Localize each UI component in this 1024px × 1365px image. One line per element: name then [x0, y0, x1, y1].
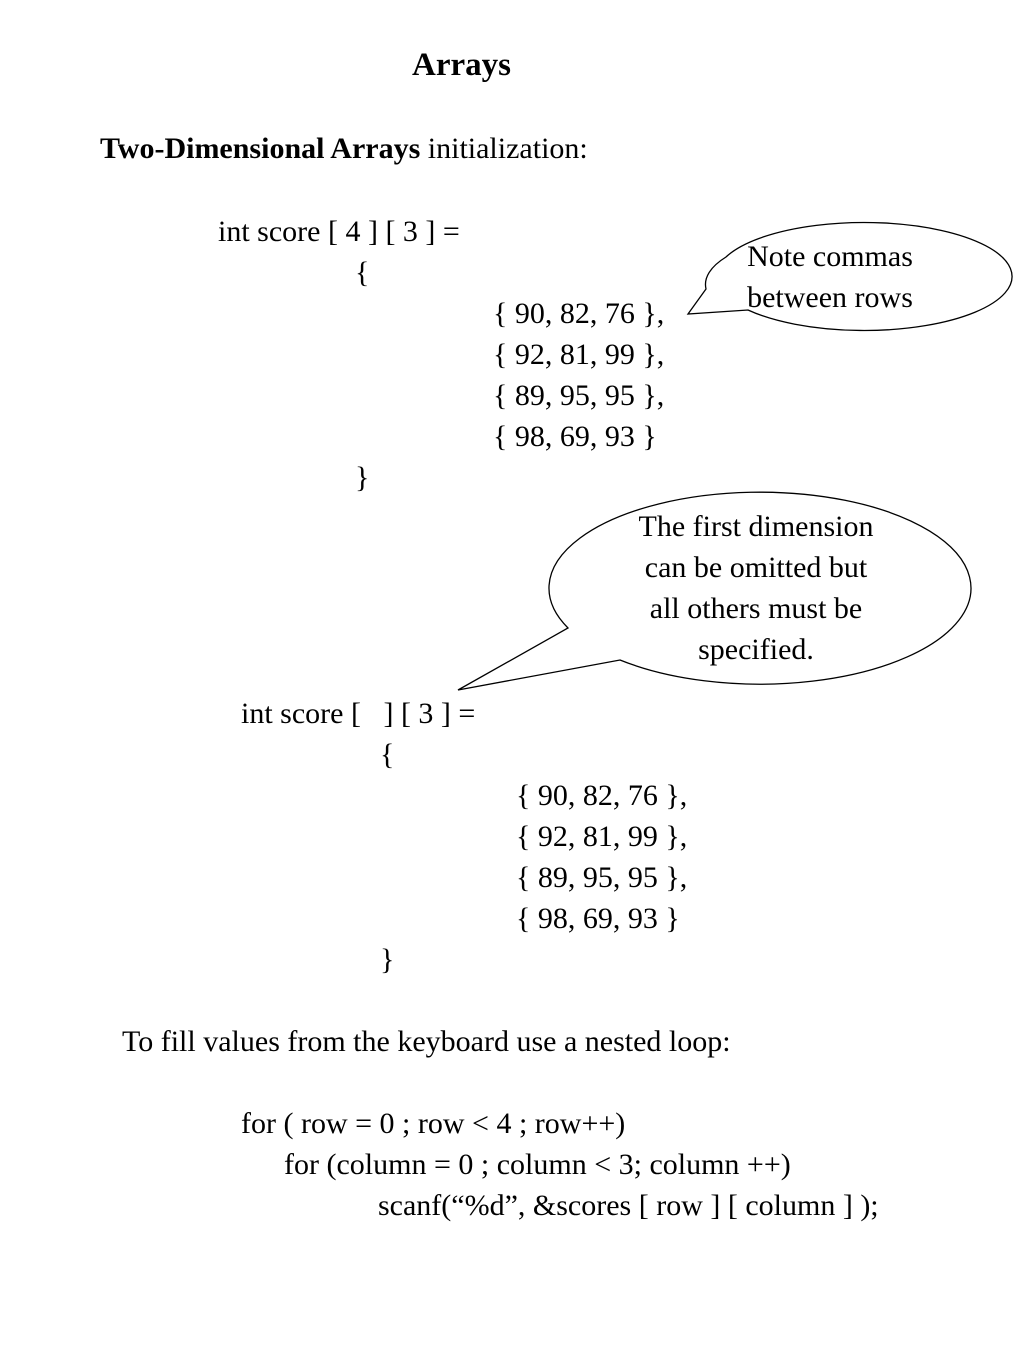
array-row: { 92, 81, 99 },: [516, 820, 688, 853]
callout-commas-text: [700, 236, 960, 318]
array-row: { 89, 95, 95 },: [493, 379, 665, 412]
section-heading-bold: Two-Dimensional Arrays: [100, 132, 421, 165]
array-row: { 98, 69, 93 }: [493, 420, 657, 453]
section-heading: [100, 132, 588, 166]
close-brace: }: [355, 461, 370, 494]
array-row: { 89, 95, 95 },: [516, 861, 688, 894]
array-row: { 90, 82, 76 },: [493, 297, 665, 330]
callout-line: all others must be: [649, 592, 863, 625]
callout-line: between rows: [747, 281, 913, 314]
callout-line: specified.: [698, 633, 814, 666]
loop-line-inner: for (column = 0 ; column < 3; column ++): [284, 1148, 791, 1181]
loop-line-outer: for ( row = 0 ; row < 4 ; row++): [241, 1107, 626, 1140]
close-brace: }: [380, 943, 395, 976]
page-title: Arrays: [412, 47, 511, 83]
declaration-line: int score [ ] [ 3 ] =: [241, 697, 476, 730]
callout-line: The first dimension: [638, 510, 874, 543]
loop-line-body: scanf(“%d”, &scores [ row ] [ column ] );: [378, 1189, 879, 1222]
array-row: { 98, 69, 93 }: [516, 902, 680, 935]
callout-dimension-text: [596, 506, 916, 670]
fill-instruction: To fill values from the keyboard use a nested loop:: [122, 1025, 731, 1058]
open-brace: {: [355, 256, 370, 289]
declaration-line: int score [ 4 ] [ 3 ] =: [218, 215, 460, 248]
callout-line: Note commas: [747, 240, 913, 273]
array-row: { 92, 81, 99 },: [493, 338, 665, 371]
callout-line: can be omitted but: [644, 551, 868, 584]
open-brace: {: [380, 738, 395, 771]
array-row: { 90, 82, 76 },: [516, 779, 688, 812]
section-heading-rest: initialization:: [420, 132, 588, 165]
